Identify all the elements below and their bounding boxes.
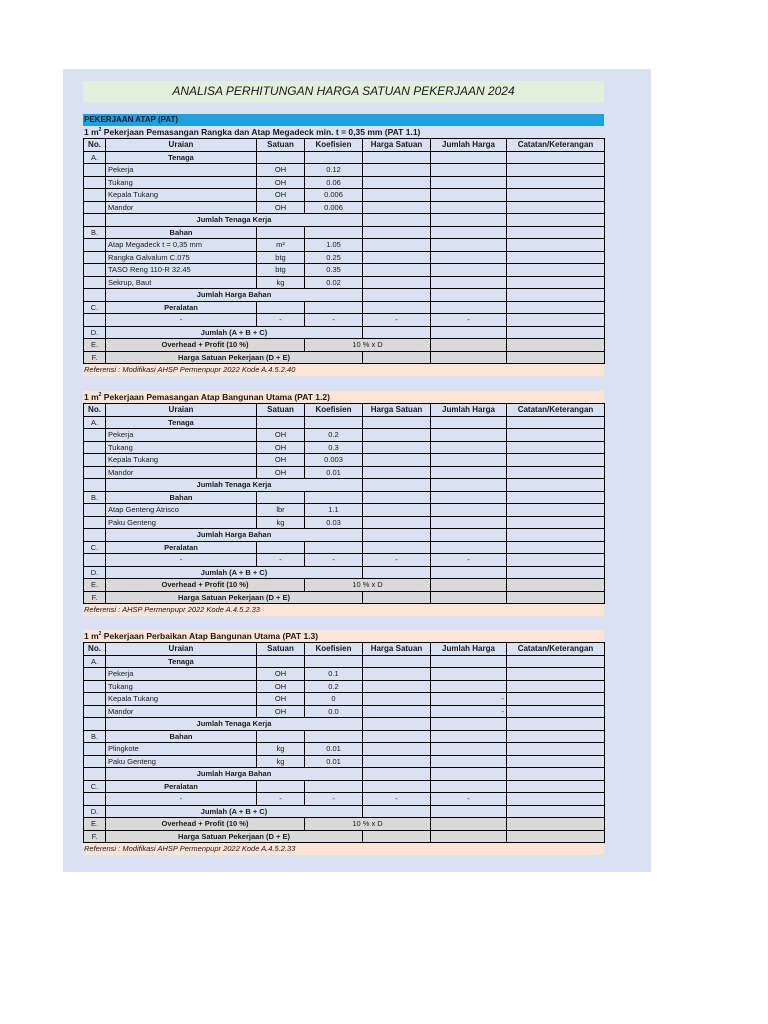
total-row bbox=[84, 566, 605, 579]
overhead-label: Overhead + Profit (10 %) bbox=[106, 818, 305, 831]
column-header: Satuan bbox=[257, 139, 305, 152]
item-note bbox=[431, 164, 507, 177]
analysis-table bbox=[83, 642, 605, 843]
column-header: Uraian bbox=[106, 139, 257, 152]
group-no: F. bbox=[84, 591, 106, 604]
table-row bbox=[84, 743, 605, 756]
dash-cell: - bbox=[106, 554, 257, 567]
title-prefix: 1 m bbox=[84, 631, 99, 641]
table-row bbox=[84, 201, 605, 214]
item-unit: OH bbox=[257, 201, 305, 214]
item-coef: 0.01 bbox=[305, 755, 363, 768]
column-header: Catatan/Keterangan bbox=[507, 643, 605, 656]
reference-note: Referensi : Modifikasi AHSP Permenpupr 2022 Kode A.4.5.2.40 bbox=[83, 364, 604, 376]
table-row bbox=[84, 504, 605, 517]
table-row bbox=[84, 251, 605, 264]
item-coef: 0.25 bbox=[305, 251, 363, 264]
column-header: Uraian bbox=[106, 404, 257, 417]
group-no: F. bbox=[84, 351, 106, 364]
subtotal-row bbox=[84, 529, 605, 542]
item-unit: lbr bbox=[257, 504, 305, 517]
total-label: Jumlah (A + B + C) bbox=[106, 326, 363, 339]
item-unit: OH bbox=[257, 176, 305, 189]
group-label: Bahan bbox=[106, 491, 257, 504]
group-row bbox=[84, 655, 605, 668]
item-unit: OH bbox=[257, 164, 305, 177]
table-row bbox=[84, 239, 605, 252]
item-note bbox=[431, 454, 507, 467]
table-row bbox=[84, 176, 605, 189]
item-unit: OH bbox=[257, 668, 305, 681]
table-row bbox=[84, 314, 605, 327]
dash-cell: - bbox=[431, 554, 507, 567]
spreadsheet-sheet bbox=[63, 69, 651, 872]
subtotal-row bbox=[84, 289, 605, 302]
table-header-row bbox=[84, 404, 605, 417]
group-row bbox=[84, 780, 605, 793]
table-row bbox=[84, 554, 605, 567]
column-header: Satuan bbox=[257, 404, 305, 417]
title-sup: 2 bbox=[98, 127, 102, 134]
group-no: B. bbox=[84, 730, 106, 743]
item-note bbox=[431, 680, 507, 693]
item-coef: 0.35 bbox=[305, 264, 363, 277]
item-coef: 0.3 bbox=[305, 441, 363, 454]
column-header: No. bbox=[84, 404, 106, 417]
overhead-row bbox=[84, 579, 605, 592]
item-coef: 0.12 bbox=[305, 164, 363, 177]
group-label: Bahan bbox=[106, 226, 257, 239]
item-note: - bbox=[431, 705, 507, 718]
total-label: Jumlah (A + B + C) bbox=[106, 805, 363, 818]
group-row bbox=[84, 151, 605, 164]
group-row bbox=[84, 301, 605, 314]
reference-note: Referensi : AHSP Permenpupr 2022 Kode A.4.5.2.33 bbox=[83, 604, 604, 616]
title-rest: Pekerjaan Pemasangan Atap Bangunan Utama (PAT 1.2) bbox=[101, 392, 330, 402]
item-name: TASO Reng 110-R 32.45 bbox=[106, 264, 257, 277]
item-unit: OH bbox=[257, 693, 305, 706]
section-title bbox=[83, 630, 604, 642]
group-no: C. bbox=[84, 780, 106, 793]
item-name: Atap Megadeck t = 0,35 mm bbox=[106, 239, 257, 252]
dash-cell: - bbox=[106, 314, 257, 327]
item-note: - bbox=[431, 693, 507, 706]
dash-cell: - bbox=[305, 554, 363, 567]
title-sup: 2 bbox=[98, 631, 102, 638]
column-header: Koefisien bbox=[305, 643, 363, 656]
overhead-formula: 10 % x D bbox=[305, 339, 431, 352]
price-label: Harga Satuan Pekerjaan (D + E) bbox=[106, 351, 363, 364]
item-name: Mandor bbox=[106, 201, 257, 214]
table-row bbox=[84, 516, 605, 529]
dash-cell: - bbox=[106, 793, 257, 806]
item-name: Tukang bbox=[106, 441, 257, 454]
subtotal-label: Jumlah Tenaga Kerja bbox=[106, 718, 363, 731]
group-row bbox=[84, 226, 605, 239]
table-row bbox=[84, 793, 605, 806]
column-header: Catatan/Keterangan bbox=[507, 139, 605, 152]
table-row bbox=[84, 264, 605, 277]
group-no: F. bbox=[84, 830, 106, 843]
group-label: Bahan bbox=[106, 730, 257, 743]
analysis-table bbox=[83, 403, 605, 604]
dash-cell: - bbox=[305, 793, 363, 806]
group-row bbox=[84, 541, 605, 554]
group-label: Peralatan bbox=[106, 780, 257, 793]
item-note bbox=[431, 189, 507, 202]
price-row bbox=[84, 591, 605, 604]
title-rest: Pekerjaan Pemasangan Rangka dan Atap Megadeck min. t = 0,35 mm (PAT 1.1) bbox=[101, 127, 421, 137]
column-header: No. bbox=[84, 643, 106, 656]
group-no: C. bbox=[84, 541, 106, 554]
subtotal-row bbox=[84, 718, 605, 731]
item-name: Mandor bbox=[106, 705, 257, 718]
table-row bbox=[84, 466, 605, 479]
dash-cell: - bbox=[431, 314, 507, 327]
table-row bbox=[84, 693, 605, 706]
item-coef: 0.003 bbox=[305, 454, 363, 467]
item-name: Rangka Galvalum C.075 bbox=[106, 251, 257, 264]
section-header: PEKERJAAN ATAP (PAT) bbox=[83, 114, 604, 126]
analysis-section-2 bbox=[83, 391, 604, 616]
subtotal-label: Jumlah Tenaga Kerja bbox=[106, 479, 363, 492]
dash-cell: - bbox=[363, 314, 431, 327]
item-name: Paku Genteng bbox=[106, 755, 257, 768]
group-no: E. bbox=[84, 339, 106, 352]
item-note bbox=[431, 429, 507, 442]
reference-note: Referensi : Modifikasi AHSP Permenpupr 2022 Kode A.4.5.2.33 bbox=[83, 843, 604, 855]
table-row bbox=[84, 705, 605, 718]
item-unit: kg bbox=[257, 276, 305, 289]
item-note bbox=[431, 201, 507, 214]
item-unit: OH bbox=[257, 466, 305, 479]
column-header: Koefisien bbox=[305, 139, 363, 152]
table-row bbox=[84, 680, 605, 693]
item-note bbox=[431, 441, 507, 454]
overhead-label: Overhead + Profit (10 %) bbox=[106, 339, 305, 352]
subtotal-row bbox=[84, 768, 605, 781]
analysis-section-3 bbox=[83, 630, 604, 855]
item-name: Kepala Tukang bbox=[106, 189, 257, 202]
column-header: Harga Satuan bbox=[363, 404, 431, 417]
item-name: Kepala Tukang bbox=[106, 454, 257, 467]
overhead-formula: 10 % x D bbox=[305, 579, 431, 592]
item-coef: 0.03 bbox=[305, 516, 363, 529]
item-coef: 0.1 bbox=[305, 668, 363, 681]
page-title: ANALISA PERHITUNGAN HARGA SATUAN PEKERJAAN 2024 bbox=[83, 81, 604, 102]
group-no: D. bbox=[84, 326, 106, 339]
dash-cell: - bbox=[257, 314, 305, 327]
item-name: Paku Genteng bbox=[106, 516, 257, 529]
dash-cell: - bbox=[257, 793, 305, 806]
item-name: Tukang bbox=[106, 176, 257, 189]
item-coef: 0.2 bbox=[305, 680, 363, 693]
item-name: Mandor bbox=[106, 466, 257, 479]
item-unit: btg bbox=[257, 264, 305, 277]
item-note bbox=[431, 466, 507, 479]
item-unit: OH bbox=[257, 189, 305, 202]
item-name: Pekerja bbox=[106, 668, 257, 681]
subtotal-row bbox=[84, 214, 605, 227]
table-row bbox=[84, 429, 605, 442]
column-header: No. bbox=[84, 139, 106, 152]
column-header: Harga Satuan bbox=[363, 139, 431, 152]
total-row bbox=[84, 805, 605, 818]
item-unit: OH bbox=[257, 454, 305, 467]
group-label: Tenaga bbox=[106, 416, 257, 429]
column-header: Jumlah Harga bbox=[431, 643, 507, 656]
item-coef: 0.0 bbox=[305, 705, 363, 718]
table-row bbox=[84, 276, 605, 289]
title-prefix: 1 m bbox=[84, 392, 99, 402]
column-header: Harga Satuan bbox=[363, 643, 431, 656]
subtotal-label: Jumlah Harga Bahan bbox=[106, 768, 363, 781]
subtotal-label: Jumlah Tenaga Kerja bbox=[106, 214, 363, 227]
item-unit: m² bbox=[257, 239, 305, 252]
item-name: Atap Genteng Atrisco bbox=[106, 504, 257, 517]
group-label: Peralatan bbox=[106, 301, 257, 314]
item-coef: 0.2 bbox=[305, 429, 363, 442]
item-note bbox=[431, 668, 507, 681]
dash-cell: - bbox=[363, 554, 431, 567]
price-row bbox=[84, 830, 605, 843]
item-coef: 0.01 bbox=[305, 466, 363, 479]
group-no: C. bbox=[84, 301, 106, 314]
table-row bbox=[84, 164, 605, 177]
table-header-row bbox=[84, 139, 605, 152]
title-prefix: 1 m bbox=[84, 127, 99, 137]
subtotal-label: Jumlah Harga Bahan bbox=[106, 289, 363, 302]
column-header: Catatan/Keterangan bbox=[507, 404, 605, 417]
item-coef: 0.006 bbox=[305, 189, 363, 202]
overhead-row bbox=[84, 818, 605, 831]
item-unit: kg bbox=[257, 516, 305, 529]
subtotal-label: Jumlah Harga Bahan bbox=[106, 529, 363, 542]
total-label: Jumlah (A + B + C) bbox=[106, 566, 363, 579]
dash-cell: - bbox=[363, 793, 431, 806]
column-header: Jumlah Harga bbox=[431, 139, 507, 152]
table-row bbox=[84, 189, 605, 202]
group-no: A. bbox=[84, 151, 106, 164]
group-row bbox=[84, 416, 605, 429]
section-title bbox=[83, 391, 604, 403]
title-sup: 2 bbox=[98, 392, 102, 399]
item-unit: OH bbox=[257, 705, 305, 718]
table-row bbox=[84, 755, 605, 768]
item-name: Kepala Tukang bbox=[106, 693, 257, 706]
group-no: D. bbox=[84, 805, 106, 818]
dash-cell: - bbox=[305, 314, 363, 327]
item-name: Sekrup, Baut bbox=[106, 276, 257, 289]
item-coef: 0.01 bbox=[305, 743, 363, 756]
group-row bbox=[84, 491, 605, 504]
price-label: Harga Satuan Pekerjaan (D + E) bbox=[106, 830, 363, 843]
item-coef: 0.02 bbox=[305, 276, 363, 289]
column-header: Satuan bbox=[257, 643, 305, 656]
item-coef: 0.006 bbox=[305, 201, 363, 214]
title-rest: Pekerjaan Perbaikan Atap Bangunan Utama (PAT 1.3) bbox=[101, 631, 319, 641]
group-no: A. bbox=[84, 416, 106, 429]
item-name: Plingkote bbox=[106, 743, 257, 756]
column-header: Koefisien bbox=[305, 404, 363, 417]
overhead-label: Overhead + Profit (10 %) bbox=[106, 579, 305, 592]
table-header-row bbox=[84, 643, 605, 656]
item-coef: 0 bbox=[305, 693, 363, 706]
group-no: D. bbox=[84, 566, 106, 579]
item-unit: OH bbox=[257, 441, 305, 454]
item-name: Pekerja bbox=[106, 164, 257, 177]
overhead-formula: 10 % x D bbox=[305, 818, 431, 831]
item-coef: 1.1 bbox=[305, 504, 363, 517]
dash-cell: - bbox=[431, 793, 507, 806]
group-no: E. bbox=[84, 579, 106, 592]
group-no: A. bbox=[84, 655, 106, 668]
item-unit: OH bbox=[257, 680, 305, 693]
item-note bbox=[431, 176, 507, 189]
item-coef: 1.05 bbox=[305, 239, 363, 252]
group-row bbox=[84, 730, 605, 743]
column-header: Uraian bbox=[106, 643, 257, 656]
item-name: Pekerja bbox=[106, 429, 257, 442]
table-row bbox=[84, 454, 605, 467]
overhead-row bbox=[84, 339, 605, 352]
total-row bbox=[84, 326, 605, 339]
price-row bbox=[84, 351, 605, 364]
analysis-table bbox=[83, 138, 605, 364]
item-unit: kg bbox=[257, 755, 305, 768]
table-row bbox=[84, 668, 605, 681]
item-unit: OH bbox=[257, 429, 305, 442]
subtotal-row bbox=[84, 479, 605, 492]
group-label: Peralatan bbox=[106, 541, 257, 554]
price-label: Harga Satuan Pekerjaan (D + E) bbox=[106, 591, 363, 604]
dash-cell: - bbox=[257, 554, 305, 567]
group-label: Tenaga bbox=[106, 151, 257, 164]
item-name: Tukang bbox=[106, 680, 257, 693]
item-unit: kg bbox=[257, 743, 305, 756]
item-unit: btg bbox=[257, 251, 305, 264]
group-no: E. bbox=[84, 818, 106, 831]
section-title bbox=[83, 126, 604, 138]
item-coef: 0.06 bbox=[305, 176, 363, 189]
table-row bbox=[84, 441, 605, 454]
group-no: B. bbox=[84, 491, 106, 504]
group-no: B. bbox=[84, 226, 106, 239]
analysis-section-1 bbox=[83, 126, 604, 376]
group-label: Tenaga bbox=[106, 655, 257, 668]
column-header: Jumlah Harga bbox=[431, 404, 507, 417]
